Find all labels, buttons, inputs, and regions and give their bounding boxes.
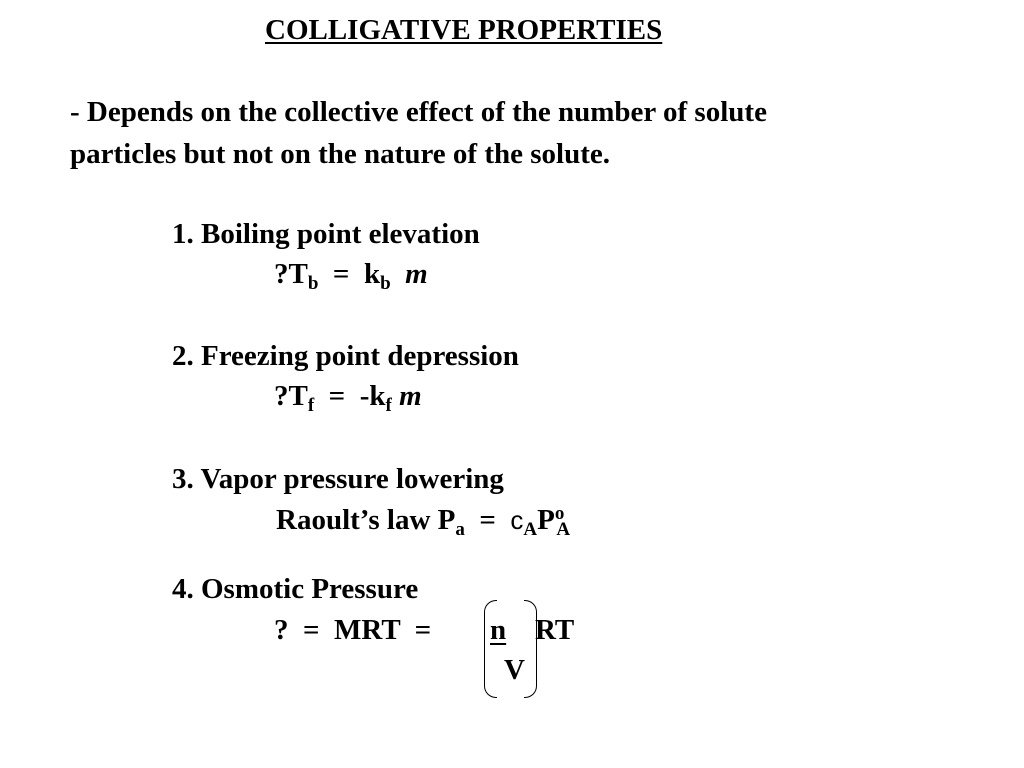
freezing-equation bbox=[274, 380, 422, 416]
eq-molality: m bbox=[399, 380, 422, 412]
eq-sup: o bbox=[554, 503, 565, 524]
osmotic-equation bbox=[274, 614, 431, 647]
page-title: COLLIGATIVE PROPERTIES bbox=[265, 14, 663, 46]
eq-mid: = k bbox=[318, 258, 381, 290]
chi-symbol: c bbox=[510, 505, 524, 535]
item-boiling-heading: 1. Boiling point elevation bbox=[172, 218, 480, 250]
eq-mid: = MRT = bbox=[288, 614, 432, 646]
eq-p: P bbox=[537, 504, 555, 536]
eq-sub: b bbox=[307, 273, 319, 294]
eq-sub: b bbox=[380, 273, 391, 294]
item-vapor-heading: 3. Vapor pressure lowering bbox=[172, 463, 504, 495]
eq-sub: f bbox=[385, 395, 392, 416]
raoult-equation bbox=[276, 503, 571, 540]
intro-line-1: - Depends on the collective effect of the number of solute bbox=[70, 96, 767, 128]
boiling-equation bbox=[274, 258, 428, 294]
fraction-denominator: V bbox=[504, 654, 525, 686]
eq-mid: = -k bbox=[314, 380, 386, 412]
eq-mid: = bbox=[464, 504, 511, 536]
item-osmotic-heading: 4. Osmotic Pressure bbox=[172, 573, 419, 605]
eq-var: T bbox=[288, 258, 308, 290]
eq-var: T bbox=[288, 380, 308, 412]
eq-rt: RT bbox=[535, 614, 575, 646]
eq-sub: a bbox=[455, 519, 465, 540]
item-freezing-heading: 2. Freezing point depression bbox=[172, 340, 519, 372]
eq-sub: f bbox=[307, 395, 315, 416]
eq-sub: A bbox=[556, 519, 571, 540]
eq-sub: A bbox=[523, 519, 538, 540]
pi-symbol: ? bbox=[274, 614, 289, 646]
fraction-numerator: n bbox=[490, 614, 507, 646]
delta-symbol: ? bbox=[274, 380, 289, 412]
eq-molality: m bbox=[405, 258, 428, 290]
eq-prefix: Raoult’s law P bbox=[276, 504, 456, 536]
delta-symbol: ? bbox=[274, 258, 289, 290]
intro-line-2: particles but not on the nature of the solute. bbox=[70, 138, 610, 170]
